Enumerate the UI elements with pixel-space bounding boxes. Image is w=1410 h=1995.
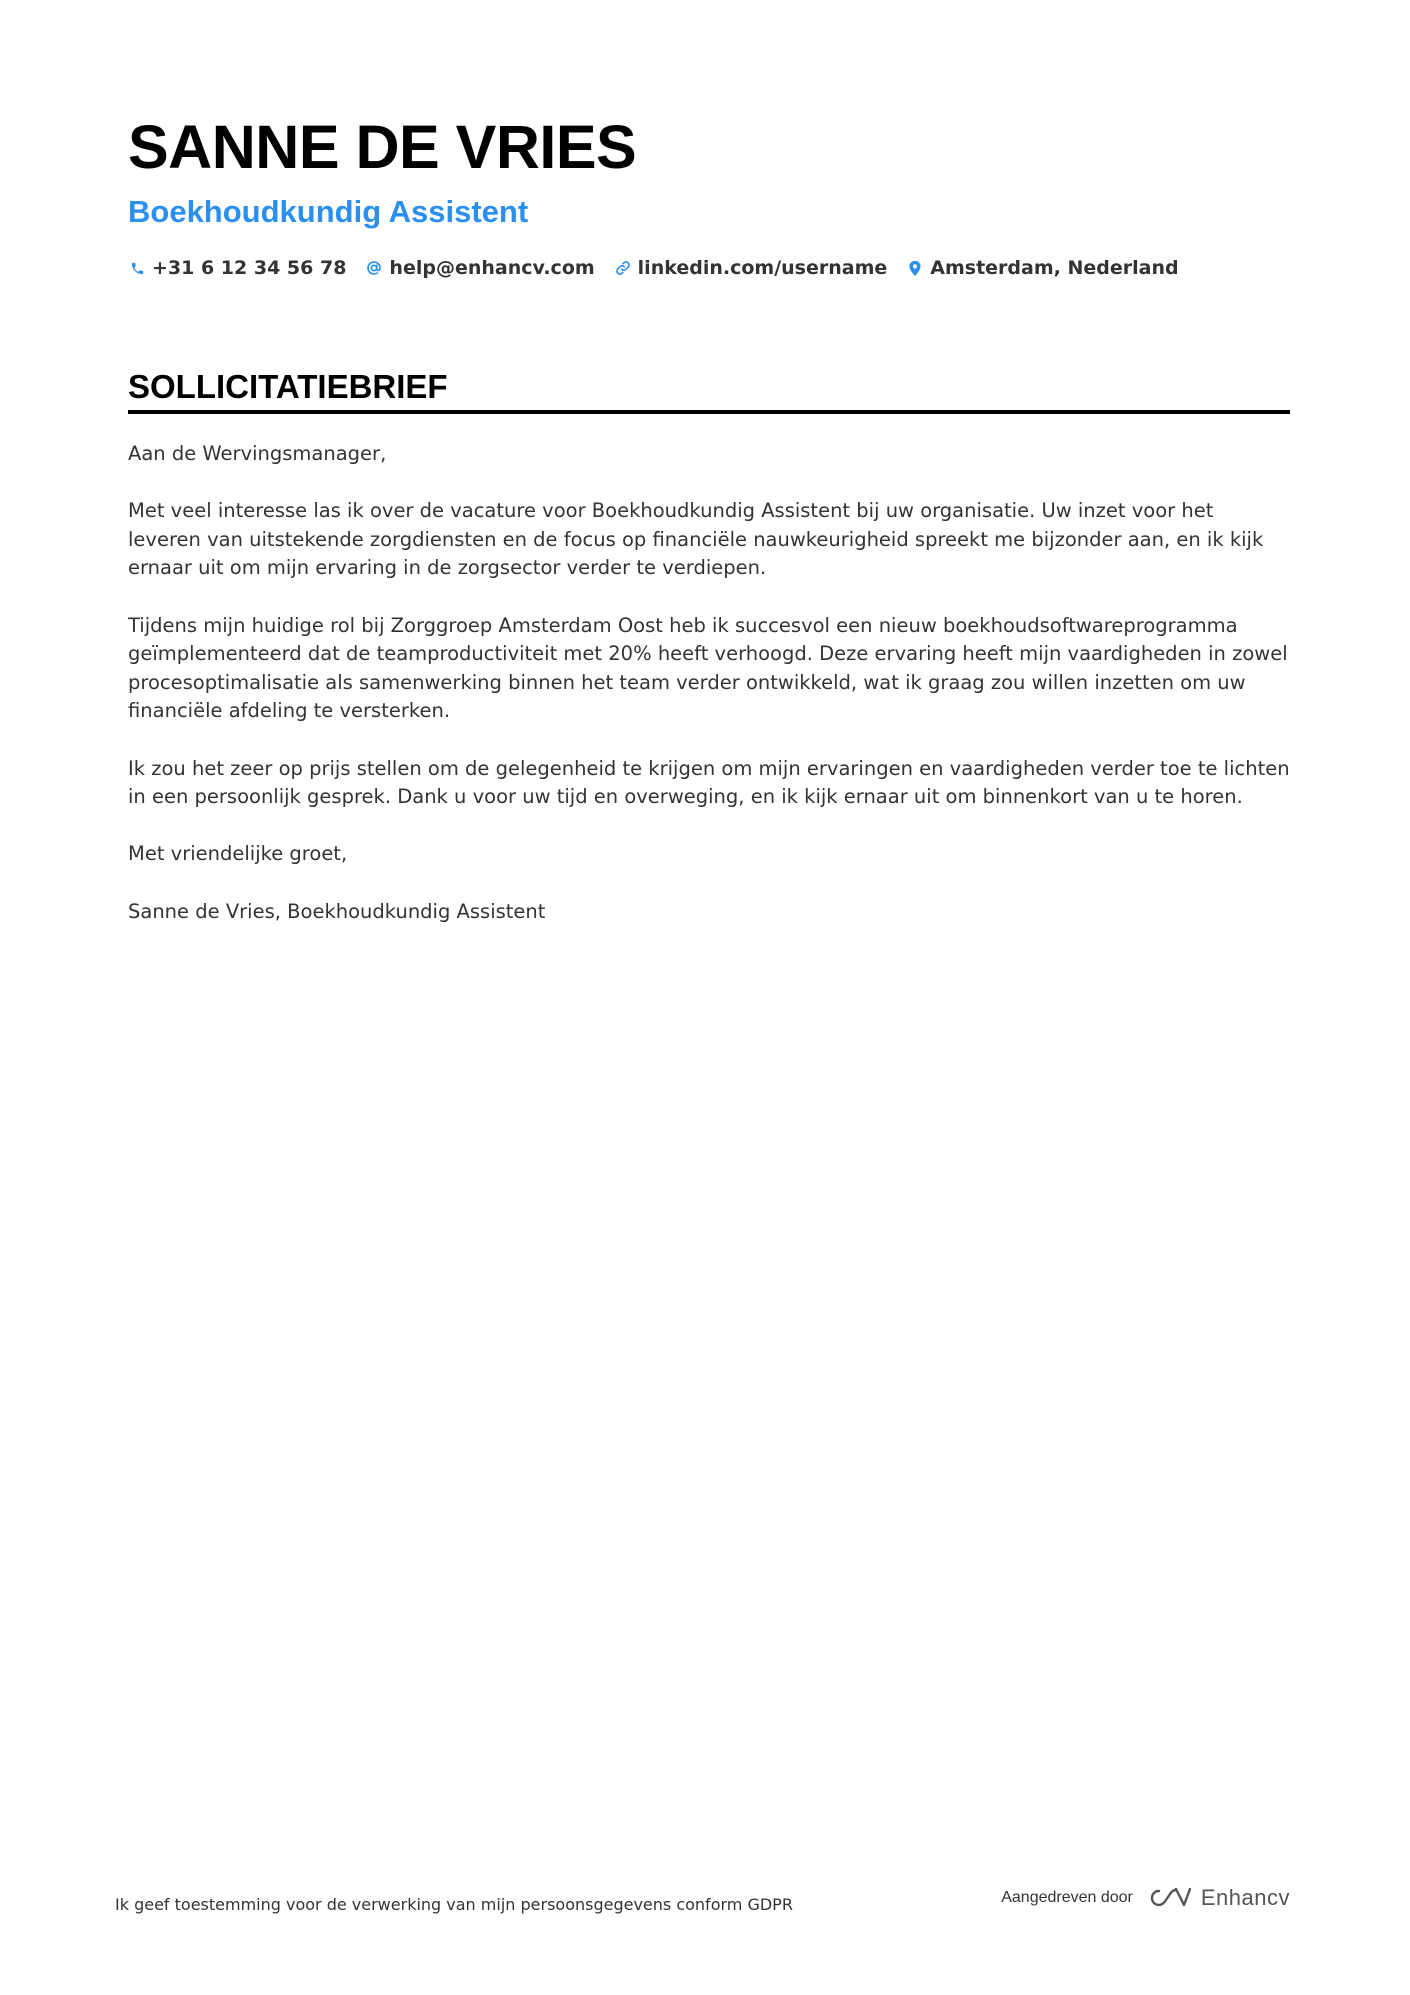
contact-phone [128,253,346,283]
contact-linkedin[interactable] [614,253,888,283]
letter-signature: Sanne de Vries, Boekhoudkundig Assistent [128,899,546,923]
gdpr-consent: Ik geef toestemming voor de verwerking van mijn persoonsgegevens conform GDPR [115,1895,793,1914]
phone-icon [128,259,146,277]
letter-closing: Met vriendelijke groet, [128,842,348,866]
location-text: Amsterdam, Nederland [930,257,1179,279]
contact-email[interactable] [365,253,594,283]
brand-name: Enhancv [1200,1885,1290,1910]
linkedin-url[interactable]: linkedin.com/username [637,257,888,279]
email-address[interactable]: help@enhancv.com [389,257,595,279]
enhancv-logo-icon [1145,1885,1191,1911]
powered-by-label: Aangedreven door [1001,1889,1133,1906]
section-title: SOLLICITATIEBRIEF [128,368,448,405]
location-pin-icon [906,259,924,277]
at-icon [365,259,383,277]
contact-location [906,253,1178,283]
contact-info-bar [128,253,1198,283]
job-title: Boekhoudkundig Assistent [128,194,529,229]
phone-number: +31 6 12 34 56 78 [152,257,347,279]
powered-by[interactable] [1001,1885,1290,1911]
letter-paragraph: Met veel interesse las ik over de vacature voor Boekhoudkundig Assistent bij uw organisatie. Uw inzet voor het leveren van uitstekende zorgdiensten en de focus op financiële nauwkeurigheid spreekt me bijzonder aan, en ik kijk ernaar uit om mijn ervaring in de zorgsector verder te verdiepen. [128,499,1264,580]
section-divider [128,410,1290,414]
letter-body [128,440,1290,955]
letter-paragraph: Tijdens mijn huidige rol bij Zorggroep Amsterdam Oost heb ik succesvol een nieuw boekhoudsoftwareprogramma geïmplementeerd dat de teamproductiviteit met 20% heeft verhoogd. Deze ervaring heeft mijn vaardigheden in zowel procesoptimalisatie als samenwerking binnen het team verder ontwikkeld, wat ik graag zou willen inzetten om uw financiële afdeling te versterken. [128,613,1288,723]
letter-paragraph: Ik zou het zeer op prijs stellen om de gelegenheid te krijgen om mijn ervaringen en vaardigheden verder toe te lichten in een persoonlijk gesprek. Dank u voor uw tijd en overweging, en ik kijk ernaar uit om binnenkort van u te horen. [128,756,1290,809]
link-icon [614,259,632,277]
letter-salutation: Aan de Wervingsmanager, [128,442,387,465]
candidate-name: SANNE DE VRIES [128,113,637,181]
